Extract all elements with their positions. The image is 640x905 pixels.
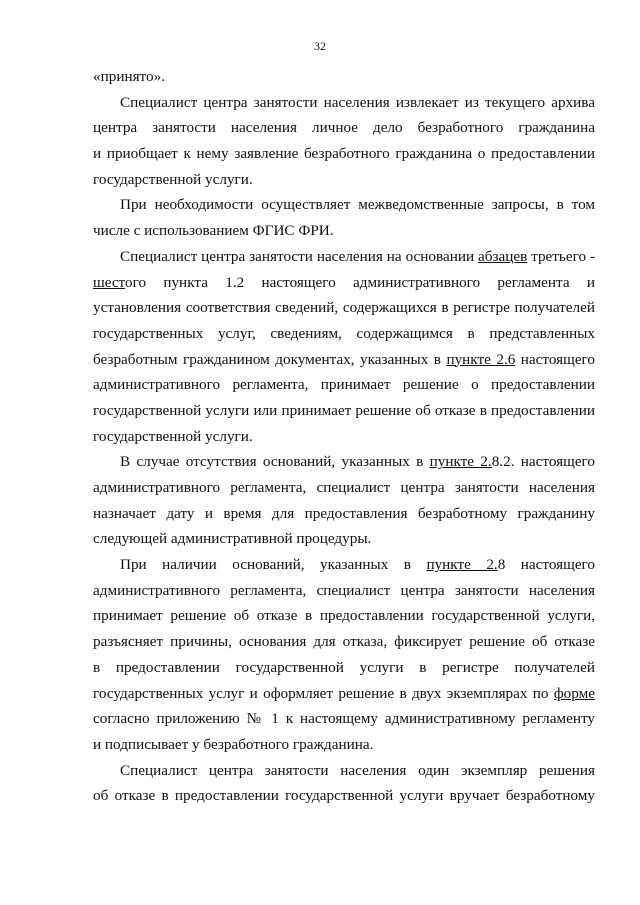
text-run: назначает дату и время для предоставления безработному гражданину — [93, 504, 595, 522]
link-item-2-8-2[interactable]: пункте 2. — [429, 453, 492, 471]
link-item-2-6[interactable]: пункте 2.6 — [446, 350, 516, 368]
text-run: согласно приложению № 1 к настоящему административному регламенту — [93, 710, 595, 728]
paragraph — [93, 758, 595, 809]
paragraph — [93, 192, 595, 243]
link-item-2-8[interactable]: пункте 2. — [426, 556, 498, 574]
text-run: Специалист центра занятости населения извлекает из текущего архива — [120, 93, 595, 111]
text-line — [93, 655, 595, 681]
text-run: При наличии оснований, указанных в — [120, 556, 427, 574]
link-form[interactable]: форме — [553, 684, 595, 702]
text-line — [93, 424, 595, 450]
text-run: числе с использованием ФГИС ФРИ. — [93, 222, 334, 240]
text-line — [93, 90, 595, 116]
text-run: Специалист центра занятости населения на основании — [120, 247, 478, 265]
text-run: об отказе в предоставлении государственной услуги вручает безработному — [93, 787, 595, 805]
text-line — [93, 552, 595, 578]
link-paragraphs-cont[interactable]: шест — [93, 273, 125, 291]
text-run: государственной услуги. — [93, 427, 253, 445]
text-line — [93, 732, 595, 758]
text-run: 8 настоящего — [497, 556, 596, 574]
text-run: разъясняет причины, основания для отказа, фиксирует решение об отказе — [93, 633, 595, 651]
text-run: государственной услуги. — [93, 170, 253, 188]
text-line — [93, 167, 595, 193]
text-line — [93, 681, 595, 707]
link-paragraphs[interactable]: абзацев — [478, 247, 528, 265]
text-run: в предоставлении государственной услуги в регистре получателей — [93, 658, 595, 676]
text-line — [93, 347, 595, 373]
text-run: «принято». — [93, 68, 165, 85]
text-line — [93, 629, 595, 655]
text-line — [93, 449, 595, 475]
text-line — [93, 115, 595, 141]
text-line — [93, 603, 595, 629]
text-line — [93, 244, 595, 270]
text-line — [93, 475, 595, 501]
text-line — [93, 501, 595, 527]
text-line — [93, 706, 595, 732]
text-line — [93, 192, 595, 218]
text-run: и приобщает к нему заявление безработного гражданина о предоставлении — [93, 145, 595, 163]
text-run: административного регламента, принимает решение о предоставлении — [93, 376, 595, 394]
text-line — [93, 372, 595, 398]
paragraph — [93, 64, 595, 90]
text-line — [93, 141, 595, 167]
text-run: 8.2. настоящего — [491, 453, 596, 471]
page-number: 32 — [314, 39, 326, 53]
paragraph — [93, 90, 595, 193]
paragraph — [93, 244, 595, 450]
text-run: государственной услуги или принимает решение об отказе в предоставлении — [93, 401, 595, 419]
text-run: следующей административной процедуры. — [93, 530, 372, 548]
text-line — [93, 783, 595, 809]
text-line — [93, 64, 595, 90]
text-line — [93, 526, 595, 552]
text-run: настоящего — [515, 350, 596, 368]
text-run: административного регламента, специалист центра занятости населения — [93, 479, 595, 496]
text-run: государственных услуг, сведениям, содержащимся в представленных — [93, 324, 595, 342]
text-run: При необходимости осуществляет межведомственные запросы, в том — [120, 196, 595, 214]
text-run: и подписывает у безработного гражданина. — [93, 735, 374, 753]
text-run: центра занятости населения личное дело безработного гражданина — [93, 119, 595, 137]
text-run: государственных услуг и оформляет решение в двух экземплярах по — [93, 684, 554, 702]
text-run: ого пункта 1.2 настоящего административного регламента и — [125, 273, 595, 291]
text-line — [93, 270, 595, 296]
document-body — [93, 64, 595, 809]
text-line — [93, 218, 595, 244]
text-run: принимает решение об отказе в предоставлении государственной услуги, — [93, 607, 595, 625]
paragraph — [93, 449, 595, 552]
text-line — [93, 295, 595, 321]
text-run: третьего - — [527, 247, 595, 265]
text-line — [93, 578, 595, 604]
text-run: безработным гражданином документах, указанных в — [93, 350, 447, 368]
text-run: административного регламента, специалист центра занятости населения — [93, 581, 595, 599]
text-line — [93, 398, 595, 424]
text-run: установления соответствия сведений, содержащихся в регистре получателей — [93, 299, 595, 317]
paragraph — [93, 552, 595, 758]
text-run: Специалист центра занятости населения один экземпляр решения — [120, 761, 595, 779]
text-run: В случае отсутствия оснований, указанных в — [120, 453, 430, 471]
text-line — [93, 321, 595, 347]
text-line — [93, 758, 595, 784]
